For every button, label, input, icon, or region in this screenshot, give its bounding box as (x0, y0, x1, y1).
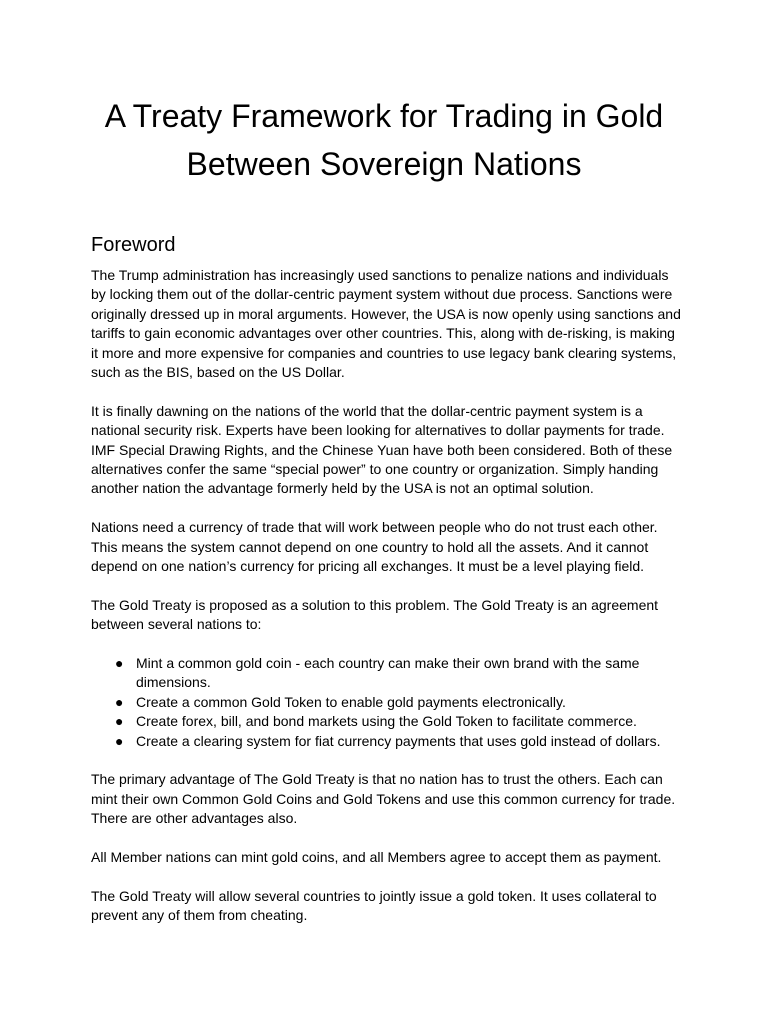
list-item-line: Create forex, bill, and bond markets using the Gold Token to facilitate commerce. (136, 713, 637, 730)
title-line-2: Between Sovereign Nations (186, 146, 582, 182)
paragraph-line: IMF Special Drawing Rights, and the Chinese Yuan have both been considered. Both of these (91, 441, 673, 458)
paragraph-line: It is finally dawning on the nations of the world that the dollar-centric payment system is a (91, 402, 643, 419)
bullet-icon: ● (115, 655, 124, 672)
bullet-icon: ● (115, 693, 124, 710)
paragraph-spacer (91, 635, 691, 654)
paragraph-line: The primary advantage of The Gold Treaty is that no nation has to trust the others. Each can (91, 771, 663, 788)
title-line-1: A Treaty Framework for Trading in Gold (104, 98, 664, 134)
paragraph-line: prevent any of them from cheating. (91, 907, 308, 924)
list-item (91, 712, 691, 731)
document-body (91, 266, 691, 926)
paragraph-spacer (91, 576, 691, 595)
bullet-icon: ● (115, 713, 124, 730)
paragraph-line: This means the system cannot depend on one country to hold all the assets. And it cannot (91, 538, 649, 555)
paragraph-line: by locking them out of the dollar-centric payment system without due process. Sanctions were (91, 286, 673, 303)
paragraph-spacer (91, 868, 691, 887)
paragraph (91, 596, 691, 635)
paragraph-spacer (91, 751, 691, 770)
paragraph (91, 848, 691, 867)
paragraph-line: depend on one nation’s currency for pricing all exchanges. It must be a level playing field. (91, 558, 645, 575)
paragraph-spacer (91, 829, 691, 848)
paragraph-line: There are other advantages also. (91, 810, 298, 827)
paragraph (91, 770, 691, 828)
paragraph (91, 887, 691, 926)
list-item-line: Create a clearing system for fiat currency payments that uses gold instead of dollars. (136, 732, 661, 749)
document-title (60, 92, 708, 188)
paragraph-line: All Member nations can mint gold coins, and all Members agree to accept them as payment. (91, 849, 662, 866)
paragraph-line: national security risk. Experts have been looking for alternatives to dollar payments for trade. (91, 422, 665, 439)
paragraph (91, 518, 691, 576)
paragraph-line: mint their own Common Gold Coins and Gold Tokens and use this common currency for trade. (91, 790, 676, 807)
list-item (91, 693, 691, 712)
list-item (91, 732, 691, 751)
paragraph-line: between several nations to: (91, 616, 262, 633)
paragraph-line: The Trump administration has increasingly used sanctions to penalize nations and individuals (91, 267, 669, 283)
paragraph-line: it more and more expensive for companies and countries to use legacy bank clearing systems, (91, 344, 677, 361)
paragraph-line: tariffs to gain economic advantages over other countries. This, along with de-risking, is making (91, 325, 675, 342)
list-item-line: Mint a common gold coin - each country can make their own brand with the same (136, 655, 640, 672)
section-heading: Foreword (91, 234, 176, 256)
paragraph-line: originally dressed up in moral arguments. However, the USA is now openly using sanctions and (91, 305, 681, 322)
paragraph-spacer (91, 382, 691, 401)
bullet-list (91, 654, 691, 751)
paragraph-spacer (91, 499, 691, 518)
list-item (91, 654, 691, 693)
paragraph-line: another nation the advantage formerly held by the USA is not an optimal solution. (91, 480, 594, 497)
paragraph (91, 266, 691, 382)
paragraph-line: alternatives confer the same “special power” to one country or organization. Simply handing (91, 461, 659, 478)
paragraph (91, 402, 691, 499)
paragraph-line: The Gold Treaty will allow several countries to jointly issue a gold token. It uses collateral to (91, 887, 657, 904)
bullet-icon: ● (115, 732, 124, 749)
paragraph-line: Nations need a currency of trade that will work between people who do not trust each other. (91, 519, 658, 536)
list-item-line: Create a common Gold Token to enable gold payments electronically. (136, 693, 566, 710)
paragraph-line: The Gold Treaty is proposed as a solution to this problem. The Gold Treaty is an agreement (91, 596, 659, 613)
list-item-line: dimensions. (136, 674, 211, 691)
paragraph-line: such as the BIS, based on the US Dollar. (91, 364, 345, 381)
